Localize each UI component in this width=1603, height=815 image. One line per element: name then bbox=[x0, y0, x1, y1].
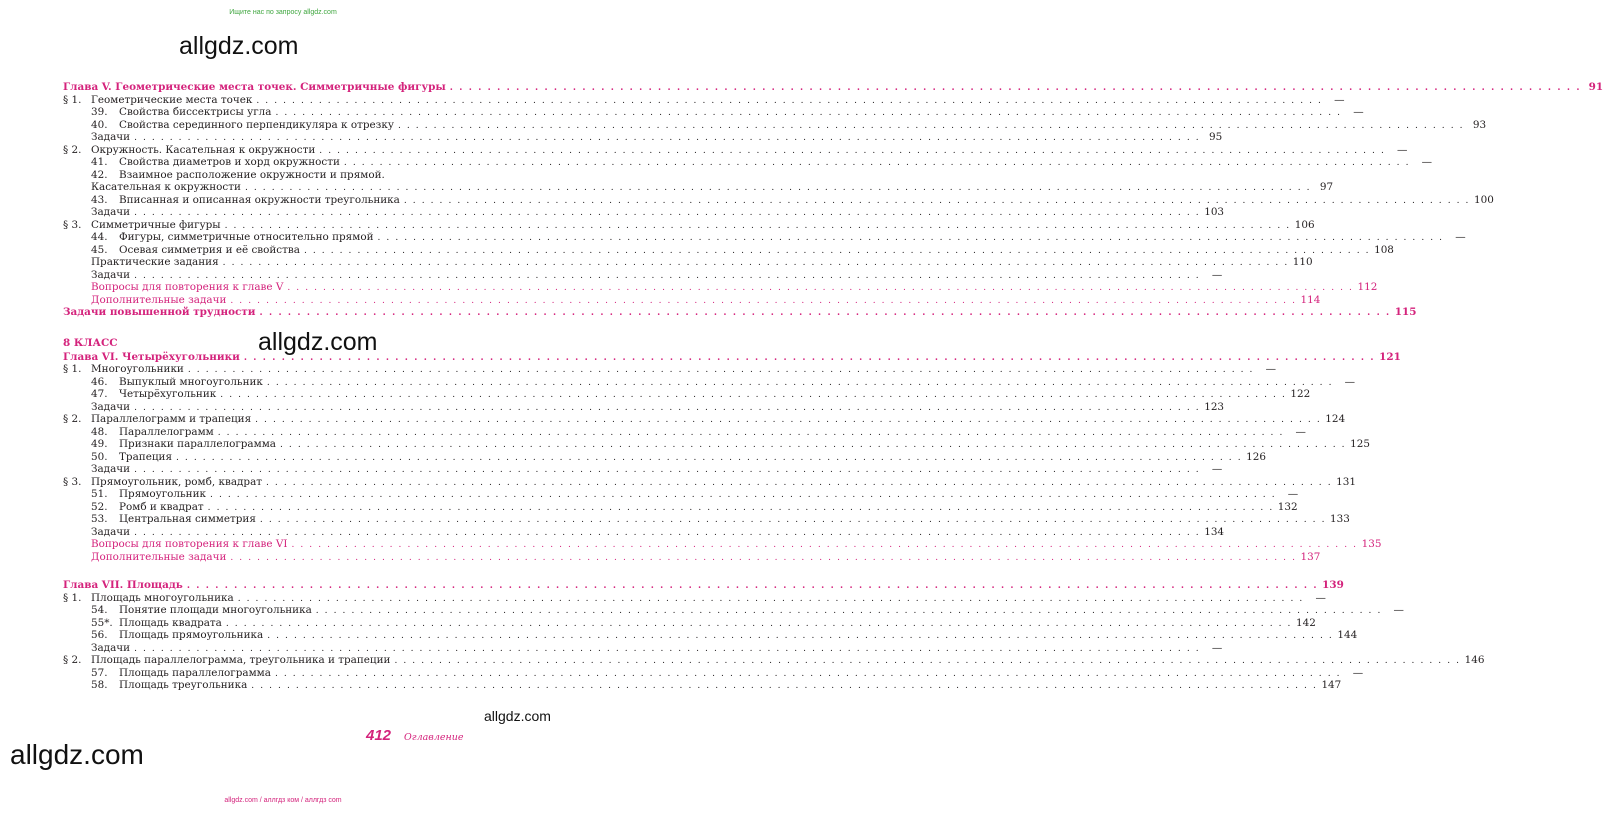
toc-number: 40. bbox=[91, 118, 108, 131]
toc-page: 100 bbox=[1474, 193, 1494, 206]
class-heading: 8 КЛАСС bbox=[63, 336, 118, 349]
toc-title: Задачи bbox=[91, 525, 131, 538]
toc-page: 122 bbox=[1290, 388, 1311, 400]
toc-page: 112 bbox=[1357, 281, 1378, 293]
toc-number: 45. bbox=[91, 243, 108, 256]
dot-leader: . . . . . . . . . . . . . . . . . . . . . . . . . . . . . . . . . . . . . . . . . . . . . . . . . . . . . . . . . . . . . . . . . . . . . . . . . . . . . . . . . . . . . . . . . . . . . . . . . . . . . . . . . . . . . . . . . . . . . . . . bbox=[279, 440, 1347, 450]
dot-leader: . . . . . . . . . . . . . . . . . . . . . . . . . . . . . . . . . . . . . . . . . . . . . . . . . . . . . . . . . . . . . . . . . . . . . . . . . . . . . . . . . . . . . . . . . . . . . . . . . . . . . . . . . . . . . . . . . . . . . . . . bbox=[266, 377, 1334, 388]
toc-title: Задачи bbox=[91, 400, 131, 413]
toc-number: 58. bbox=[91, 679, 108, 691]
toc-page: 106 bbox=[1294, 218, 1315, 231]
toc-title: Глава VII. Площадь bbox=[63, 579, 183, 591]
dot-leader: . . . . . . . . . . . . . . . . . . . . . . . . . . . . . . . . . . . . . . . . . . . . . . . . . . . . . . . . . . . . . . . . . . . . . . . . . . . . . . . . . . . . . . . . . . . . . . . . . . . . . . . . . . . . . . . . . . . . . . . . bbox=[225, 618, 1292, 629]
section-row bbox=[63, 591, 1326, 605]
toc-row bbox=[63, 256, 1313, 269]
toc-page: 124 bbox=[1325, 413, 1346, 425]
toc-number: § 1. bbox=[63, 93, 82, 106]
dot-leader: . . . . . . . . . . . . . . . . . . . . . . . . . . . . . . . . . . . . . . . . . . . . . . . . . . . . . . . . . . . . . . . . . . . . . . . . . . . . . . . . . . . . . . . . . . . . . . . . . . . . . . . . . . . . . . . . . . . . . . . . bbox=[343, 158, 1411, 168]
toc-title: Окружность. Касательная к окружности bbox=[91, 143, 316, 156]
toc-page: 125 bbox=[1350, 438, 1370, 450]
dot-leader: . . . . . . . . . . . . . . . . . . . . . . . . . . . . . . . . . . . . . . . . . . . . . . . . . . . . . . . . . . . . . . . . . . . . . . . . . . . . . . . . . . . . . . . . . . . . . . . . . . . . . . . . . . . . . . . . . . . . . . . . bbox=[403, 195, 1471, 206]
toc-number: 39. bbox=[91, 106, 108, 118]
dot-leader: . . . . . . . . . . . . . . . . . . . . . . . . . . . . . . . . . . . . . . . . . . . . . . . . . . . . . . . . . . . . . . . . . . . . . . . . . . . . . . . . . . . . . . . . . . . . . . . . . . . . . . . . . . . . . . . . . . . . . . . . bbox=[217, 427, 1284, 438]
toc-row bbox=[63, 206, 1225, 219]
toc-row bbox=[63, 400, 1225, 414]
toc-title: Вписанная и описанная окружности треугольника bbox=[119, 193, 400, 206]
item-row bbox=[63, 106, 1364, 119]
dot-leader: . . . . . . . . . . . . . . . . . . . . . . . . . . . . . . . . . . . . . . . . . . . . . . . . . . . . . . . . . . . . . . . . . . . . . . . . . . . . . . . . . . . . . . . . . . . . . . . . . . . . . . . . . . . . . . . . . . . . . . . . bbox=[207, 502, 1274, 513]
toc-page: 108 bbox=[1374, 243, 1394, 256]
toc-row bbox=[63, 131, 1223, 144]
toc-page: — bbox=[1393, 604, 1404, 616]
item-row bbox=[63, 629, 1358, 642]
toc-title: Свойства серединного перпендикуляра к отрезку bbox=[119, 118, 394, 131]
toc-page: 91 bbox=[1588, 81, 1603, 93]
toc-number: 54. bbox=[91, 604, 108, 616]
toc-title: Площадь прямоугольника bbox=[119, 629, 264, 641]
toc-page: 97 bbox=[1319, 181, 1334, 193]
dot-leader: . . . . . . . . . . . . . . . . . . . . . . . . . . . . . . . . . . . . . . . . . . . . . . . . . . . . . . . . . . . . . . . . . . . . . . . . . . . . . . . . . . . . . . . . . . . . . . . . . . . . . . . . . . . . . . . . . . . . . . . . bbox=[134, 465, 1201, 475]
item-row bbox=[63, 488, 1299, 501]
item-row bbox=[63, 450, 1266, 464]
dot-leader: . . . . . . . . . . . . . . . . . . . . . . . . . . . . . . . . . . . . . . . . . . . . . . . . . . . . . . . . . . . . . . . . . . . . . . . . . . . . . . . . . . . . . . . . . . . . . . . . . . . . . . . . . . . . . . . . . . . . . . . . bbox=[222, 258, 1289, 268]
item-row bbox=[63, 604, 1404, 617]
toc-page: 132 bbox=[1277, 500, 1298, 513]
toc-title: Глава VI. Четырёхугольники bbox=[63, 350, 240, 363]
toc-page: 95 bbox=[1208, 131, 1223, 143]
toc-title: Вопросы для повторения к главе V bbox=[91, 281, 284, 293]
toc-title: Ромб и квадрат bbox=[119, 500, 204, 513]
section-row bbox=[63, 143, 1408, 157]
toc-number: 47. bbox=[91, 388, 108, 400]
toc-title: Задачи bbox=[91, 206, 131, 218]
dot-leader: . . . . . . . . . . . . . . . . . . . . . . . . . . . . . . . . . . . . . . . . . . . . . . . . . . . . . . . . . . . . . . . . . . . . . . . . . . . . . . . . . . . . . . . . . . . . . . . . . . . . . . . . . . . . . . . . . . . . . . . . bbox=[315, 606, 1382, 616]
toc-number: 57. bbox=[91, 666, 108, 679]
watermark: allgdz.com bbox=[258, 328, 378, 356]
dot-leader: . . . . . . . . . . . . . . . . . . . . . . . . . . . . . . . . . . . . . . . . . . . . . . . . . . . . . . . . . . . . . . . . . . . . . . . . . . . . . . . . . . . . . . . . . . . . . . . . . . . . . . . . . . . . . . . . . . . . . . . . bbox=[259, 515, 1327, 525]
dot-leader: . . . . . . . . . . . . . . . . . . . . . . . . . . . . . . . . . . . . . . . . . . . . . . . . . . . . . . . . . . . . . . . . . . . . . . . . . . . . . . . . . . . . . . . . . . . . . . . . . . . . . . . . . . . . . . . . . . . . . . . . bbox=[134, 270, 1201, 281]
toc-number: 46. bbox=[91, 375, 108, 388]
toc-number: 41. bbox=[91, 156, 108, 168]
toc-title: Прямоугольник, ромб, квадрат bbox=[91, 475, 263, 488]
toc-page: 121 bbox=[1379, 350, 1401, 363]
table-of-contents bbox=[63, 81, 1603, 692]
toc-page: 135 bbox=[1361, 538, 1382, 550]
toc-row bbox=[63, 463, 1223, 476]
toc-title: Признаки параллелограмма bbox=[119, 438, 276, 450]
section-row bbox=[63, 363, 1277, 376]
section-row bbox=[63, 654, 1485, 667]
toc-page: 147 bbox=[1321, 679, 1342, 691]
toc-page: — bbox=[1353, 106, 1364, 118]
toc-title: Геометрические места точек bbox=[91, 93, 253, 106]
toc-title: Дополнительные задачи bbox=[91, 550, 227, 563]
item-row bbox=[63, 231, 1466, 244]
dot-leader: . . . . . . . . . . . . . . . . . . . . . . . . . . . . . . . . . . . . . . . . . . . . . . . . . . . . . . . . . . . . . . . . . . . . . . . . . . . . . . . . . . . . . . . . . . . . . . . . . . . . . . . . . . . . . . . . . . . . . . . . bbox=[237, 593, 1304, 604]
toc-title: Касательная к окружности bbox=[91, 181, 241, 193]
toc-page: 142 bbox=[1296, 616, 1316, 629]
dot-leader: . . . . . . . . . . . . . . . . . . . . . . . . . . . . . . . . . . . . . . . . . . . . . . . . . . . . . . . . . . . . . . . . . . . . . . . . . . . . . . . . . . . . . . . . . . . . . . . . . . . . . . . . . . . . . . . . . . . . . . . . bbox=[397, 120, 1465, 131]
toc-page: — bbox=[1265, 363, 1277, 375]
toc-page: — bbox=[1421, 156, 1433, 168]
section-row bbox=[63, 93, 1345, 107]
toc-row-pink bbox=[63, 538, 1382, 551]
dot-leader: . . . . . . . . . . . . . . . . . . . . . . . . . . . . . . . . . . . . . . . . . . . . . . . . . . . . . . . . . . . . . . . . . . . . . . . . . . . . . . . . . . . . . . . . . . . . . . . . . . . . . . . . . . . . . . . . . . . . . . . . bbox=[243, 352, 1376, 363]
chapter-row bbox=[63, 579, 1344, 592]
toc-page: 144 bbox=[1337, 629, 1358, 641]
toc-page: 123 bbox=[1204, 400, 1225, 413]
toc-page: — bbox=[1455, 231, 1466, 243]
item-row bbox=[63, 118, 1487, 132]
dot-leader: . . . . . . . . . . . . . . . . . . . . . . . . . . . . . . . . . . . . . . . . . . . . . . . . . . . . . . . . . . . . . . . . . . . . . . . . . . . . . . . . . . . . . . . . . . . . . . . . . . . . . . . . . . . . . . . . . . . . . . . . bbox=[244, 183, 1312, 193]
toc-page: — bbox=[1344, 375, 1356, 388]
toc-number: 55*. bbox=[91, 616, 113, 629]
toc-title: Прямоугольник bbox=[119, 488, 207, 500]
toc-title: Свойства диаметров и хорд окружности bbox=[119, 156, 340, 168]
dot-leader: . . . . . . . . . . . . . . . . . . . . . . . . . . . . . . . . . . . . . . . . . . . . . . . . . . . . . . . . . . . . . . . . . . . . . . . . . . . . . . . . . . . . . . . . . . . . . . . . . . . . . . . . . . . . . . . . . . . . . . . . bbox=[259, 308, 1391, 318]
item-row bbox=[63, 666, 1364, 680]
page-number: 412 bbox=[366, 727, 392, 744]
dot-leader: . . . . . . . . . . . . . . . . . . . . . . . . . . . . . . . . . . . . . . . . . . . . . . . . . . . . . . . . . . . . . . . . . . . . . . . . . . . . . . . . . . . . . . . . . . . . . . . . . . . . . . . . . . . . . . . . . . . . . . . . bbox=[134, 643, 1201, 654]
toc-title: Симметричные фигуры bbox=[91, 218, 221, 231]
toc-title: Свойства биссектрисы угла bbox=[119, 106, 272, 118]
toc-page: 134 bbox=[1204, 525, 1225, 538]
toc-title: Фигуры, симметричные относительно прямой bbox=[119, 231, 374, 243]
toc-title: Вопросы для повторения к главе VI bbox=[91, 538, 288, 550]
toc-title: Многоугольники bbox=[91, 363, 184, 375]
toc-title: Трапеция bbox=[119, 450, 173, 463]
dot-leader: . . . . . . . . . . . . . . . . . . . . . . . . . . . . . . . . . . . . . . . . . . . . . . . . . . . . . . . . . . . . . . . . . . . . . . . . . . . . . . . . . . . . . . . . . . . . . . . . . . . . . . . . . . . . . . . . . . . . . . . . bbox=[291, 540, 1358, 550]
toc-page: 146 bbox=[1464, 654, 1485, 666]
item-row bbox=[63, 375, 1356, 389]
dot-leader: . . . . . . . . . . . . . . . . . . . . . . . . . . . . . . . . . . . . . . . . . . . . . . . . . . . . . . . . . . . . . . . . . . . . . . . . . . . . . . . . . . . . . . . . . . . . . . . . . . . . . . . . . . . . . . . . . . . . . . . . bbox=[230, 295, 1297, 306]
toc-title: Параллелограмм и трапеция bbox=[91, 413, 252, 425]
dot-leader: . . . . . . . . . . . . . . . . . . . . . . . . . . . . . . . . . . . . . . . . . . . . . . . . . . . . . . . . . . . . . . . . . . . . . . . . . . . . . . . . . . . . . . . . . . . . . . . . . . . . . . . . . . . . . . . . . . . . . . . . bbox=[274, 668, 1342, 679]
toc-title: Задачи повышенной трудности bbox=[63, 306, 256, 318]
toc-row bbox=[63, 268, 1223, 282]
toc-row bbox=[63, 641, 1223, 655]
toc-page: 110 bbox=[1292, 256, 1313, 268]
toc-number: § 2. bbox=[63, 143, 82, 156]
toc-number: § 2. bbox=[63, 654, 82, 666]
section-row bbox=[63, 218, 1315, 232]
dot-leader: . . . . . . . . . . . . . . . . . . . . . . . . . . . . . . . . . . . . . . . . . . . . . . . . . . . . . . . . . . . . . . . . . . . . . . . . . . . . . . . . . . . . . . . . . . . . . . . . . . . . . . . . . . . . . . . . . . . . . . . . bbox=[319, 145, 1386, 156]
item-row bbox=[63, 388, 1311, 401]
toc-row-pink bbox=[63, 550, 1321, 564]
dot-leader: . . . . . . . . . . . . . . . . . . . . . . . . . . . . . . . . . . . . . . . . . . . . . . . . . . . . . . . . . . . . . . . . . . . . . . . . . . . . . . . . . . . . . . . . . . . . . . . . . . . . . . . . . . . . . . . . . . . . . . . . bbox=[220, 390, 1287, 400]
toc-title: Глава V. Геометрические места точек. Симметричные фигуры bbox=[63, 81, 446, 93]
toc-page: 139 bbox=[1322, 579, 1344, 591]
toc-number: 44. bbox=[91, 231, 108, 243]
toc-number: § 1. bbox=[63, 363, 82, 375]
toc-number: 51. bbox=[91, 488, 108, 500]
toc-title: Центральная симметрия bbox=[119, 513, 256, 525]
toc-page: 114 bbox=[1300, 293, 1321, 306]
toc-title: Задачи bbox=[91, 268, 131, 281]
toc-page: — bbox=[1334, 93, 1345, 106]
item-row bbox=[63, 513, 1350, 526]
dot-leader: . . . . . . . . . . . . . . . . . . . . . . . . . . . . . . . . . . . . . . . . . . . . . . . . . . . . . . . . . . . . . . . . . . . . . . . . . . . . . . . . . . . . . . . . . . . . . . . . . . . . . . . . . . . . . . . . . . . . . . . . bbox=[275, 108, 1342, 118]
toc-title: Площадь треугольника bbox=[119, 679, 248, 691]
toc-page: — bbox=[1397, 143, 1408, 156]
item-row bbox=[63, 193, 1494, 207]
dot-leader: . . . . . . . . . . . . . . . . . . . . . . . . . . . . . . . . . . . . . . . . . . . . . . . . . . . . . . . . . . . . . . . . . . . . . . . . . . . . . . . . . . . . . . . . . . . . . . . . . . . . . . . . . . . . . . . . . . . . . . . . bbox=[186, 581, 1319, 591]
watermark: allgdz.com bbox=[484, 708, 551, 724]
toc-number: 50. bbox=[91, 450, 108, 463]
spacer bbox=[63, 563, 496, 579]
item-row bbox=[63, 243, 1394, 257]
toc-row-pink bbox=[63, 281, 1378, 294]
dot-leader: . . . . . . . . . . . . . . . . . . . . . . . . . . . . . . . . . . . . . . . . . . . . . . . . . . . . . . . . . . . . . . . . . . . . . . . . . . . . . . . . . . . . . . . . . . . . . . . . . . . . . . . . . . . . . . . . . . . . . . . . bbox=[134, 208, 1201, 218]
toc-number: § 3. bbox=[63, 475, 82, 488]
dot-leader: . . . . . . . . . . . . . . . . . . . . . . . . . . . . . . . . . . . . . . . . . . . . . . . . . . . . . . . . . . . . . . . . . . . . . . . . . . . . . . . . . . . . . . . . . . . . . . . . . . . . . . . . . . . . . . . . . . . . . . . . bbox=[256, 95, 1323, 106]
toc-page: 131 bbox=[1336, 475, 1356, 488]
toc-title: Площадь параллелограмма, треугольника и трапеции bbox=[91, 654, 391, 666]
toc-row-pink bbox=[63, 293, 1321, 307]
dot-leader: . . . . . . . . . . . . . . . . . . . . . . . . . . . . . . . . . . . . . . . . . . . . . . . . . . . . . . . . . . . . . . . . . . . . . . . . . . . . . . . . . . . . . . . . . . . . . . . . . . . . . . . . . . . . . . . . . . . . . . . . bbox=[267, 631, 1334, 641]
toc-page: 126 bbox=[1246, 450, 1266, 463]
toc-page: — bbox=[1211, 463, 1223, 475]
spacer bbox=[63, 319, 496, 335]
top-note: Ищите нас по запросу allgdz.com bbox=[229, 9, 337, 16]
dot-leader: . . . . . . . . . . . . . . . . . . . . . . . . . . . . . . . . . . . . . . . . . . . . . . . . . . . . . . . . . . . . . . . . . . . . . . . . . . . . . . . . . . . . . . . . . . . . . . . . . . . . . . . . . . . . . . . . . . . . . . . . bbox=[224, 220, 1291, 231]
chapter-row bbox=[63, 81, 1603, 94]
toc-title: Взаимное расположение окружности и прямой. bbox=[119, 168, 385, 181]
dot-leader: . . . . . . . . . . . . . . . . . . . . . . . . . . . . . . . . . . . . . . . . . . . . . . . . . . . . . . . . . . . . . . . . . . . . . . . . . . . . . . . . . . . . . . . . . . . . . . . . . . . . . . . . . . . . . . . . . . . . . . . . bbox=[134, 527, 1201, 538]
toc-title: Площадь многоугольника bbox=[91, 591, 234, 604]
dot-leader: . . . . . . . . . . . . . . . . . . . . . . . . . . . . . . . . . . . . . . . . . . . . . . . . . . . . . . . . . . . . . . . . . . . . . . . . . . . . . . . . . . . . . . . . . . . . . . . . . . . . . . . . . . . . . . . . . . . . . . . . bbox=[287, 283, 1354, 293]
toc-title: Задачи bbox=[91, 131, 131, 143]
dot-leader: . . . . . . . . . . . . . . . . . . . . . . . . . . . . . . . . . . . . . . . . . . . . . . . . . . . . . . . . . . . . . . . . . . . . . . . . . . . . . . . . . . . . . . . . . . . . . . . . . . . . . . . . . . . . . . . . . . . . . . . . bbox=[255, 415, 1322, 425]
item-row bbox=[63, 616, 1316, 630]
toc-number: 56. bbox=[91, 629, 108, 641]
chapter-row bbox=[63, 350, 1401, 364]
toc-number: § 2. bbox=[63, 413, 82, 425]
toc-number: § 1. bbox=[63, 591, 82, 604]
dot-leader: . . . . . . . . . . . . . . . . . . . . . . . . . . . . . . . . . . . . . . . . . . . . . . . . . . . . . . . . . . . . . . . . . . . . . . . . . . . . . . . . . . . . . . . . . . . . . . . . . . . . . . . . . . . . . . . . . . . . . . . . bbox=[394, 656, 1461, 666]
toc-title: Четырёхугольник bbox=[119, 388, 217, 400]
dot-leader: . . . . . . . . . . . . . . . . . . . . . . . . . . . . . . . . . . . . . . . . . . . . . . . . . . . . . . . . . . . . . . . . . . . . . . . . . . . . . . . . . . . . . . . . . . . . . . . . . . . . . . . . . . . . . . . . . . . . . . . . bbox=[210, 490, 1277, 500]
toc-row-highlight bbox=[63, 306, 1417, 319]
watermark: allgdz.com bbox=[10, 739, 144, 770]
toc-page: 133 bbox=[1330, 513, 1350, 525]
item-row bbox=[63, 500, 1298, 514]
toc-number: 43. bbox=[91, 193, 108, 206]
toc-title: Параллелограмм bbox=[119, 425, 214, 438]
toc-number: 42. bbox=[91, 168, 108, 181]
toc-number: 49. bbox=[91, 438, 108, 450]
toc-title: Площадь параллелограмма bbox=[119, 666, 271, 679]
item-row bbox=[63, 169, 496, 182]
toc-page: — bbox=[1295, 425, 1306, 438]
item-row bbox=[63, 425, 1306, 439]
toc-page: 137 bbox=[1300, 550, 1321, 563]
dot-leader: . . . . . . . . . . . . . . . . . . . . . . . . . . . . . . . . . . . . . . . . . . . . . . . . . . . . . . . . . . . . . . . . . . . . . . . . . . . . . . . . . . . . . . . . . . . . . . . . . . . . . . . . . . . . . . . . . . . . . . . . bbox=[303, 245, 1371, 256]
toc-page: 115 bbox=[1394, 306, 1417, 318]
toc-title: Площадь квадрата bbox=[119, 616, 222, 629]
toc-page: — bbox=[1211, 268, 1223, 281]
toc-page: 93 bbox=[1472, 118, 1487, 131]
toc-title: Осевая симметрия и её свойства bbox=[119, 243, 300, 256]
toc-number: 53. bbox=[91, 513, 108, 525]
item-row bbox=[63, 438, 1370, 451]
toc-title: Дополнительные задачи bbox=[91, 293, 227, 306]
toc-title: Задачи bbox=[91, 463, 131, 475]
dot-leader: . . . . . . . . . . . . . . . . . . . . . . . . . . . . . . . . . . . . . . . . . . . . . . . . . . . . . . . . . . . . . . . . . . . . . . . . . . . . . . . . . . . . . . . . . . . . . . . . . . . . . . . . . . . . . . . . . . . . . . . . bbox=[251, 681, 1318, 691]
item-row bbox=[63, 156, 1433, 169]
bottom-note: allgdz.com / аллгдз ком / аллгдз com bbox=[224, 797, 342, 804]
toc-title: Понятие площади многоугольника bbox=[119, 604, 312, 616]
toc-page: — bbox=[1287, 488, 1299, 500]
dot-leader: . . . . . . . . . . . . . . . . . . . . . . . . . . . . . . . . . . . . . . . . . . . . . . . . . . . . . . . . . . . . . . . . . . . . . . . . . . . . . . . . . . . . . . . . . . . . . . . . . . . . . . . . . . . . . . . . . . . . . . . . bbox=[449, 83, 1582, 93]
section-row bbox=[63, 475, 1356, 489]
dot-leader: . . . . . . . . . . . . . . . . . . . . . . . . . . . . . . . . . . . . . . . . . . . . . . . . . . . . . . . . . . . . . . . . . . . . . . . . . . . . . . . . . . . . . . . . . . . . . . . . . . . . . . . . . . . . . . . . . . . . . . . . bbox=[134, 133, 1201, 143]
toc-row bbox=[63, 525, 1225, 539]
dot-leader: . . . . . . . . . . . . . . . . . . . . . . . . . . . . . . . . . . . . . . . . . . . . . . . . . . . . . . . . . . . . . . . . . . . . . . . . . . . . . . . . . . . . . . . . . . . . . . . . . . . . . . . . . . . . . . . . . . . . . . . . bbox=[230, 552, 1297, 563]
dot-leader: . . . . . . . . . . . . . . . . . . . . . . . . . . . . . . . . . . . . . . . . . . . . . . . . . . . . . . . . . . . . . . . . . . . . . . . . . . . . . . . . . . . . . . . . . . . . . . . . . . . . . . . . . . . . . . . . . . . . . . . . bbox=[176, 452, 1243, 463]
watermark: allgdz.com bbox=[179, 32, 299, 60]
toc-page: — bbox=[1352, 666, 1364, 679]
dot-leader: . . . . . . . . . . . . . . . . . . . . . . . . . . . . . . . . . . . . . . . . . . . . . . . . . . . . . . . . . . . . . . . . . . . . . . . . . . . . . . . . . . . . . . . . . . . . . . . . . . . . . . . . . . . . . . . . . . . . . . . . bbox=[377, 233, 1444, 243]
toc-number: § 3. bbox=[63, 218, 82, 231]
toc-row bbox=[63, 181, 1334, 194]
toc-page: — bbox=[1211, 641, 1223, 654]
toc-page: — bbox=[1315, 591, 1326, 604]
dot-leader: . . . . . . . . . . . . . . . . . . . . . . . . . . . . . . . . . . . . . . . . . . . . . . . . . . . . . . . . . . . . . . . . . . . . . . . . . . . . . . . . . . . . . . . . . . . . . . . . . . . . . . . . . . . . . . . . . . . . . . . . bbox=[187, 365, 1255, 375]
item-row bbox=[63, 679, 1342, 692]
footer-label: Оглавление bbox=[404, 732, 464, 743]
section-row bbox=[63, 413, 1346, 426]
toc-title: Задачи bbox=[91, 641, 131, 654]
toc-title: Выпуклый многоугольник bbox=[119, 375, 263, 388]
toc-title: Практические задания bbox=[91, 256, 219, 268]
toc-page: 103 bbox=[1204, 206, 1225, 218]
toc-number: 48. bbox=[91, 425, 108, 438]
dot-leader: . . . . . . . . . . . . . . . . . . . . . . . . . . . . . . . . . . . . . . . . . . . . . . . . . . . . . . . . . . . . . . . . . . . . . . . . . . . . . . . . . . . . . . . . . . . . . . . . . . . . . . . . . . . . . . . . . . . . . . . . bbox=[266, 477, 1333, 488]
toc-number: 52. bbox=[91, 500, 108, 513]
dot-leader: . . . . . . . . . . . . . . . . . . . . . . . . . . . . . . . . . . . . . . . . . . . . . . . . . . . . . . . . . . . . . . . . . . . . . . . . . . . . . . . . . . . . . . . . . . . . . . . . . . . . . . . . . . . . . . . . . . . . . . . . bbox=[134, 402, 1201, 413]
